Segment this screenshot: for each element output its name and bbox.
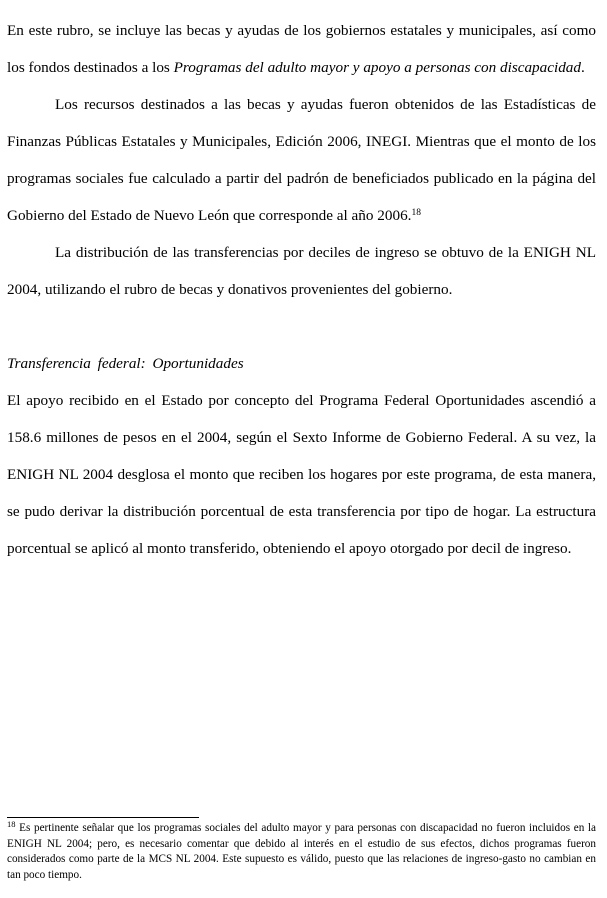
paragraph-text: Los recursos destinados a las becas y ayudas fueron obtenidos de las Estadísticas de Finanzas Públicas Estatales y Municipales, Edición 2006, INEGI. Mientras que el monto de los programas sociales fue calculado a partir del padrón de beneficiados publicado en la página del Gobierno del Estado de Nuevo León que corresponde al año 2006.	[7, 96, 596, 224]
section-heading: Transferencia federal: Oportunidades	[7, 355, 244, 372]
paragraph-text: La distribución de las transferencias por deciles de ingreso se obtuvo de la ENIGH NL 2004, utilizando el rubro de becas y donativos provenientes del gobierno.	[7, 244, 596, 298]
paragraph-text: El apoyo recibido en el Estado por concepto del Programa Federal Oportunidades ascendió a 158.6 millones de pesos en el 2004, según el Sexto Informe de Gobierno Federal. A su vez, la ENIGH NL 2004 desglosa el monto que reciben los hogares por este programa, de esta manera, se pudo derivar la distribución porcentual de esta transferencia por tipo de hogar. La estructura porcentual se aplicó al monto transferido, obteniendo el apoyo otorgado por decil de ingreso.	[7, 392, 596, 557]
paragraph-recursos	[7, 86, 596, 234]
footnote-number: 18	[7, 819, 16, 830]
paragraph-distribucion	[7, 234, 596, 308]
program-name-italic: Programas del adulto mayor y apoyo a personas con discapacidad	[173, 59, 581, 76]
paragraph-text: En este rubro, se incluye las becas y ayudas de los gobiernos estatales y municipales, así como los fondos destinados a los	[7, 22, 596, 76]
footnote-reference: 18	[411, 207, 421, 218]
paragraph-oportunidades	[7, 382, 596, 567]
footnote-separator	[7, 817, 199, 818]
section-spacer	[7, 308, 596, 345]
paragraph-text: .	[581, 59, 585, 76]
footnote	[7, 821, 596, 883]
document-body	[7, 12, 596, 567]
paragraph-becas-ayudas	[7, 12, 596, 86]
footnote-text: Es pertinente señalar que los programas sociales del adulto mayor y para personas con discapacidad no fueron incluidos en la ENIGH NL 2004; pero, es necesario comentar que debido al interés en el estudio de sus efectos, dichos programas fueron considerados como parte de la MCS NL 2004. Este supuesto es válido, puesto que las relaciones de ingreso-gasto no cambian en tan poco tiempo.	[7, 822, 597, 881]
